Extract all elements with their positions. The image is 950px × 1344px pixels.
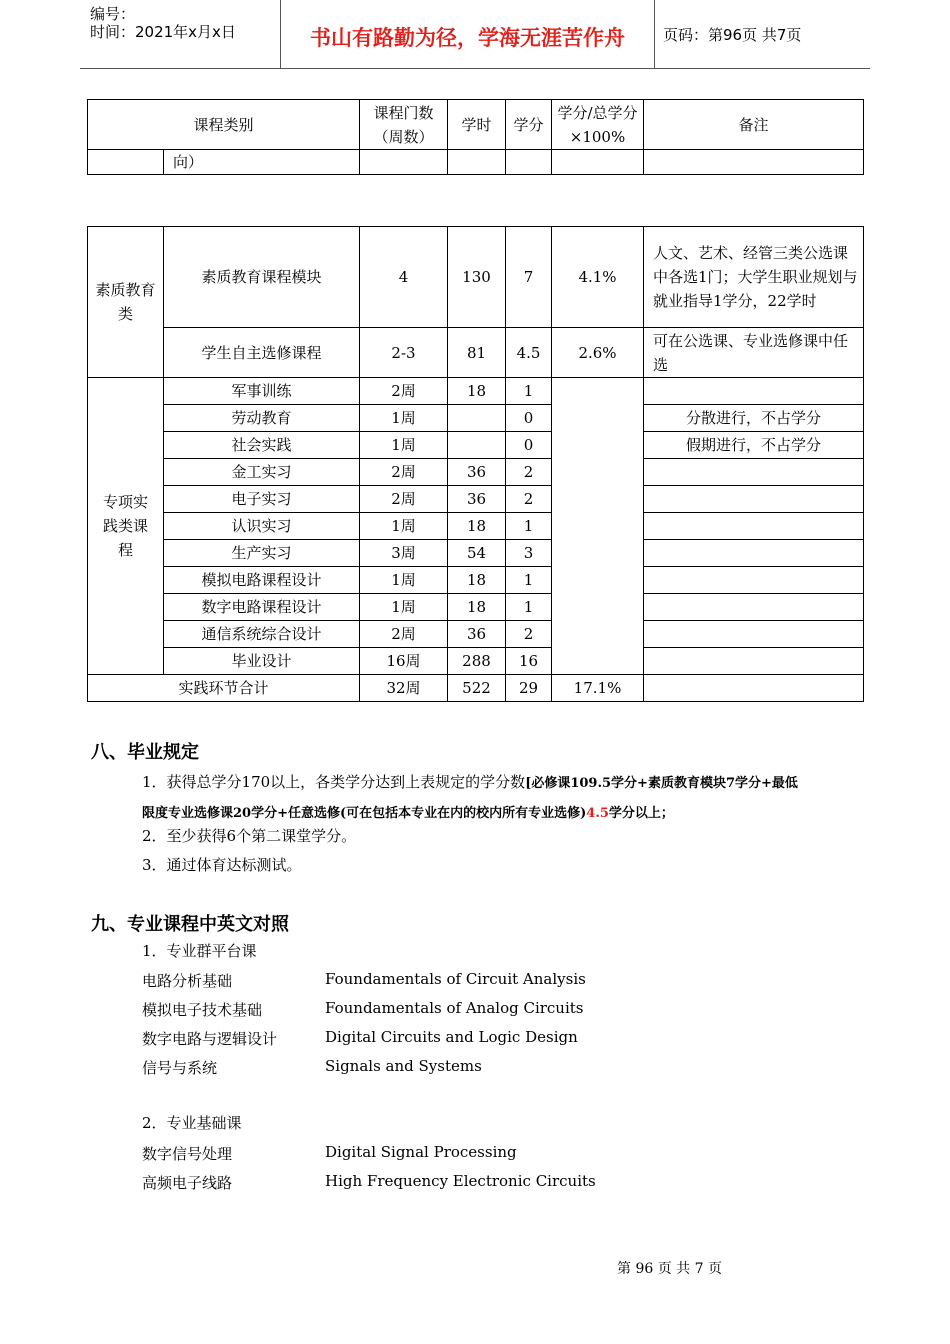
- category-quality: 素质教育类: [88, 227, 164, 378]
- course-note: [644, 513, 864, 540]
- table-row: [88, 486, 864, 513]
- course-name: 数字电路课程设计: [164, 594, 360, 621]
- header-motto-cell: [281, 0, 655, 68]
- course-count: 4: [360, 227, 448, 328]
- glossary-title: 九、专业课程中英文对照: [91, 914, 289, 935]
- item1-text: 1．获得总学分170以上，各类学分达到上表规定的学分数: [142, 773, 526, 791]
- item1-bold-c: 学分以上；: [608, 806, 674, 821]
- header-category: 课程类别: [88, 100, 360, 150]
- course-credits: 2: [506, 459, 552, 486]
- graduation-item-2: 2．至少获得6个第二课堂学分。: [142, 827, 357, 845]
- course-hours: 36: [448, 621, 506, 648]
- header-page-cell: [655, 0, 870, 68]
- course-hours: 81: [448, 328, 506, 378]
- course-note: 人文、艺术、经管三类公选课中各选1门；大学生职业规划与就业指导1学分，22学时: [644, 227, 864, 328]
- category-practice: 专项实践类课程: [88, 378, 164, 675]
- item1-red: 4.5: [586, 806, 609, 821]
- course-hours: [448, 432, 506, 459]
- item1-bold-b: 限度专业选修课20学分+任意选修(可在包括本专业在内的校内所有专业选修): [142, 806, 587, 821]
- table-row: [88, 378, 864, 405]
- course-name: 素质教育课程模块: [164, 227, 360, 328]
- total-hours: 522: [448, 675, 506, 702]
- table-row: [88, 621, 864, 648]
- course-name: 生产实习: [164, 540, 360, 567]
- table-row: [88, 540, 864, 567]
- course-note: [644, 567, 864, 594]
- course-name: 模拟电路课程设计: [164, 567, 360, 594]
- course-note: 分散进行，不占学分: [644, 405, 864, 432]
- table-cell: 向）: [164, 150, 360, 175]
- glossary-en: High Frequency Electronic Circuits: [325, 1172, 596, 1190]
- course-note: [644, 486, 864, 513]
- course-name: 社会实践: [164, 432, 360, 459]
- table-row: [88, 594, 864, 621]
- course-name: 毕业设计: [164, 648, 360, 675]
- course-weeks: 1周: [360, 513, 448, 540]
- course-note: [644, 540, 864, 567]
- table-row: [88, 648, 864, 675]
- table-row: [88, 150, 864, 175]
- glossary-group2-title: 2．专业基础课: [142, 1114, 242, 1132]
- graduation-item-3: 3．通过体育达标测试。: [142, 856, 302, 874]
- course-credits: 0: [506, 405, 552, 432]
- course-weeks: 2周: [360, 621, 448, 648]
- header-meta-cell: [80, 0, 281, 68]
- course-name: 学生自主选修课程: [164, 328, 360, 378]
- course-note: 可在公选课、专业选修课中任选: [644, 328, 864, 378]
- course-credits: 2: [506, 621, 552, 648]
- course-credits: 2: [506, 486, 552, 513]
- course-count: 2-3: [360, 328, 448, 378]
- course-weeks: 2周: [360, 378, 448, 405]
- serial-label: 编号：: [90, 5, 136, 23]
- course-percent: 4.1%: [552, 227, 644, 328]
- course-weeks: 2周: [360, 486, 448, 513]
- course-hours: 130: [448, 227, 506, 328]
- table-row: [88, 432, 864, 459]
- course-credits: 7: [506, 227, 552, 328]
- header-count: 课程门数（周数）: [360, 100, 448, 150]
- graduation-title: 八、毕业规定: [91, 742, 199, 763]
- course-note: 假期进行，不占学分: [644, 432, 864, 459]
- course-credits: 1: [506, 378, 552, 405]
- course-hours: 54: [448, 540, 506, 567]
- item1-bold-a: [必修课109.5学分+素质教育模块7学分+最低: [525, 776, 798, 791]
- glossary-en: Signals and Systems: [325, 1057, 482, 1075]
- glossary-zh: 电路分析基础: [142, 972, 233, 990]
- time-label: 时间：2021年x月x日: [90, 23, 236, 41]
- motto: 书山有路勤为径，学海无涯苦作舟: [310, 26, 625, 50]
- table-row: [88, 227, 864, 328]
- course-hours: 18: [448, 594, 506, 621]
- course-hours: 18: [448, 567, 506, 594]
- total-credits: 29: [506, 675, 552, 702]
- course-name: 通信系统综合设计: [164, 621, 360, 648]
- glossary-zh: 信号与系统: [142, 1059, 218, 1077]
- glossary-group1-title: 1．专业群平台课: [142, 942, 257, 960]
- course-note: [644, 621, 864, 648]
- glossary-zh: 数字信号处理: [142, 1145, 233, 1163]
- course-note: [644, 459, 864, 486]
- table-row: [88, 513, 864, 540]
- graduation-item-1: [142, 768, 867, 828]
- header-percent: 学分/总学分×100%: [552, 100, 644, 150]
- course-weeks: 1周: [360, 432, 448, 459]
- course-table-continued: [87, 99, 864, 175]
- course-hours: 36: [448, 486, 506, 513]
- glossary-en: Digital Signal Processing: [325, 1143, 517, 1161]
- total-label: 实践环节合计: [88, 675, 360, 702]
- course-credits: 3: [506, 540, 552, 567]
- course-table: [87, 226, 864, 702]
- header-hours: 学时: [448, 100, 506, 150]
- total-row: [88, 675, 864, 702]
- course-weeks: 2周: [360, 459, 448, 486]
- table-row: [88, 405, 864, 432]
- course-weeks: 1周: [360, 594, 448, 621]
- course-credits: 4.5: [506, 328, 552, 378]
- course-hours: 18: [448, 378, 506, 405]
- page-footer: 第 96 页 共 7 页: [617, 1261, 722, 1277]
- course-credits: 1: [506, 513, 552, 540]
- table-header-row: [88, 100, 864, 150]
- course-name: 金工实习: [164, 459, 360, 486]
- course-credits: 1: [506, 594, 552, 621]
- table-row: [88, 459, 864, 486]
- course-weeks: 3周: [360, 540, 448, 567]
- course-credits: 16: [506, 648, 552, 675]
- page-label: 页码：第96页 共7页: [663, 26, 802, 44]
- glossary-zh: 数字电路与逻辑设计: [142, 1030, 278, 1048]
- glossary-en: Digital Circuits and Logic Design: [325, 1028, 578, 1046]
- course-name: 劳动教育: [164, 405, 360, 432]
- glossary-en: Foundamentals of Circuit Analysis: [325, 970, 586, 988]
- course-credits: 0: [506, 432, 552, 459]
- percent-empty: [552, 378, 644, 675]
- glossary-zh: 模拟电子技术基础: [142, 1001, 263, 1019]
- course-name: 认识实习: [164, 513, 360, 540]
- course-note: [644, 594, 864, 621]
- course-weeks: 1周: [360, 405, 448, 432]
- course-hours: 288: [448, 648, 506, 675]
- header-credits: 学分: [506, 100, 552, 150]
- course-name: 电子实习: [164, 486, 360, 513]
- course-percent: 2.6%: [552, 328, 644, 378]
- table-row: [88, 328, 864, 378]
- glossary-zh: 高频电子线路: [142, 1174, 233, 1192]
- course-note: [644, 378, 864, 405]
- course-hours: 18: [448, 513, 506, 540]
- course-weeks: 16周: [360, 648, 448, 675]
- total-percent: 17.1%: [552, 675, 644, 702]
- page-header: [80, 0, 870, 69]
- course-hours: 36: [448, 459, 506, 486]
- course-hours: [448, 405, 506, 432]
- header-note: 备注: [644, 100, 864, 150]
- course-note: [644, 648, 864, 675]
- course-weeks: 1周: [360, 567, 448, 594]
- total-weeks: 32周: [360, 675, 448, 702]
- course-name: 军事训练: [164, 378, 360, 405]
- table-row: [88, 567, 864, 594]
- glossary-en: Foundamentals of Analog Circuits: [325, 999, 584, 1017]
- course-credits: 1: [506, 567, 552, 594]
